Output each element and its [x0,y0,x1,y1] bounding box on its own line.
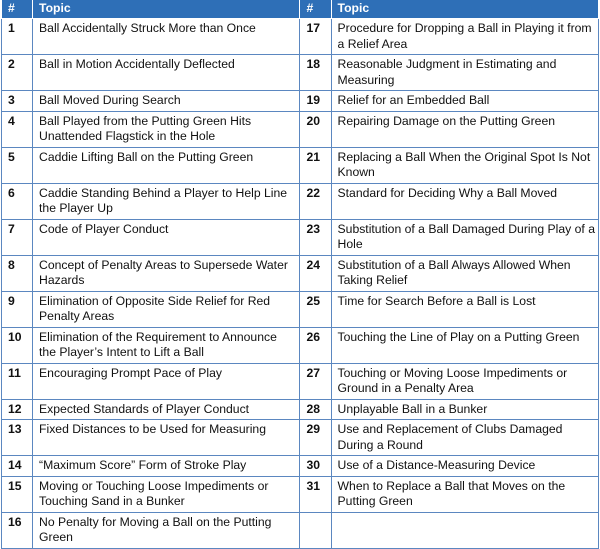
right-topic-number [300,512,331,548]
table-row [2,55,599,91]
left-topic-name: Caddie Lifting Ball on the Putting Green [33,147,300,183]
right-topic-number: 19 [300,91,331,112]
table-row [2,183,599,219]
right-topic-number: 18 [300,55,331,91]
left-num-header: # [2,0,33,19]
left-topic-name: Caddie Standing Behind a Player to Help Line the Player Up [33,183,300,219]
right-topic-name: Repairing Damage on the Putting Green [331,111,598,147]
right-topic-number: 26 [300,327,331,363]
left-topic-name: Code of Player Conduct [33,219,300,255]
left-topic-name: Ball Moved During Search [33,91,300,112]
left-topic-name: “Maximum Score” Form of Stroke Play [33,456,300,477]
left-topic-number: 2 [2,55,33,91]
left-topic-number: 15 [2,476,33,512]
header-row [2,0,599,19]
right-topic-number: 20 [300,111,331,147]
right-topic-name: Replacing a Ball When the Original Spot Is Not Known [331,147,598,183]
table-row [2,147,599,183]
left-topic-number: 10 [2,327,33,363]
table-row [2,255,599,291]
left-topic-name: No Penalty for Moving a Ball on the Putting Green [33,512,300,548]
table-row [2,91,599,112]
right-topic-number: 17 [300,19,331,55]
topics-table [1,0,599,549]
left-topic-number: 14 [2,456,33,477]
topics-body [2,19,599,549]
right-topic-name: Substitution of a Ball Damaged During Play of a Hole [331,219,598,255]
left-topic-name: Expected Standards of Player Conduct [33,399,300,420]
left-topic-header: Topic [33,0,300,19]
right-topic-number: 25 [300,291,331,327]
left-topic-name: Elimination of Opposite Side Relief for Red Penalty Areas [33,291,300,327]
table-row [2,512,599,548]
right-topic-name: Use and Replacement of Clubs Damaged During a Round [331,420,598,456]
right-topic-name: Use of a Distance-Measuring Device [331,456,598,477]
left-topic-number: 8 [2,255,33,291]
table-row [2,363,599,399]
right-topic-name: Procedure for Dropping a Ball in Playing it from a Relief Area [331,19,598,55]
table-row [2,219,599,255]
left-topic-number: 16 [2,512,33,548]
right-topic-number: 24 [300,255,331,291]
table-row [2,19,599,55]
right-topic-name: Touching or Moving Loose Impediments or Ground in a Penalty Area [331,363,598,399]
left-topic-number: 7 [2,219,33,255]
right-topic-number: 31 [300,476,331,512]
right-topic-number: 29 [300,420,331,456]
table-row [2,399,599,420]
left-topic-number: 4 [2,111,33,147]
right-topic-name: Reasonable Judgment in Estimating and Measuring [331,55,598,91]
right-topic-number: 23 [300,219,331,255]
left-topic-name: Fixed Distances to be Used for Measuring [33,420,300,456]
right-topic-number: 27 [300,363,331,399]
left-topic-number: 11 [2,363,33,399]
right-topic-name: Substitution of a Ball Always Allowed When Taking Relief [331,255,598,291]
table-row [2,476,599,512]
left-topic-number: 9 [2,291,33,327]
left-topic-number: 12 [2,399,33,420]
right-topic-number: 21 [300,147,331,183]
left-topic-number: 1 [2,19,33,55]
left-topic-number: 6 [2,183,33,219]
right-topic-name: Time for Search Before a Ball is Lost [331,291,598,327]
right-topic-number: 22 [300,183,331,219]
table-row [2,456,599,477]
left-topic-name: Elimination of the Requirement to Announce the Player’s Intent to Lift a Ball [33,327,300,363]
left-topic-name: Encouraging Prompt Pace of Play [33,363,300,399]
right-topic-name: Unplayable Ball in a Bunker [331,399,598,420]
left-topic-number: 13 [2,420,33,456]
table-row [2,327,599,363]
left-topic-name: Ball in Motion Accidentally Deflected [33,55,300,91]
left-topic-number: 5 [2,147,33,183]
left-topic-name: Ball Accidentally Struck More than Once [33,19,300,55]
right-topic-name: Standard for Deciding Why a Ball Moved [331,183,598,219]
right-topic-name: Relief for an Embedded Ball [331,91,598,112]
table-row [2,111,599,147]
table-row [2,420,599,456]
left-topic-name: Concept of Penalty Areas to Supersede Water Hazards [33,255,300,291]
right-topic-number: 28 [300,399,331,420]
right-topic-number: 30 [300,456,331,477]
left-topic-name: Ball Played from the Putting Green Hits Unattended Flagstick in the Hole [33,111,300,147]
left-topic-name: Moving or Touching Loose Impediments or Touching Sand in a Bunker [33,476,300,512]
right-topic-name: When to Replace a Ball that Moves on the Putting Green [331,476,598,512]
right-num-header: # [300,0,331,19]
right-topic-header: Topic [331,0,598,19]
right-topic-name [331,512,598,548]
left-topic-number: 3 [2,91,33,112]
right-topic-name: Touching the Line of Play on a Putting Green [331,327,598,363]
table-row [2,291,599,327]
